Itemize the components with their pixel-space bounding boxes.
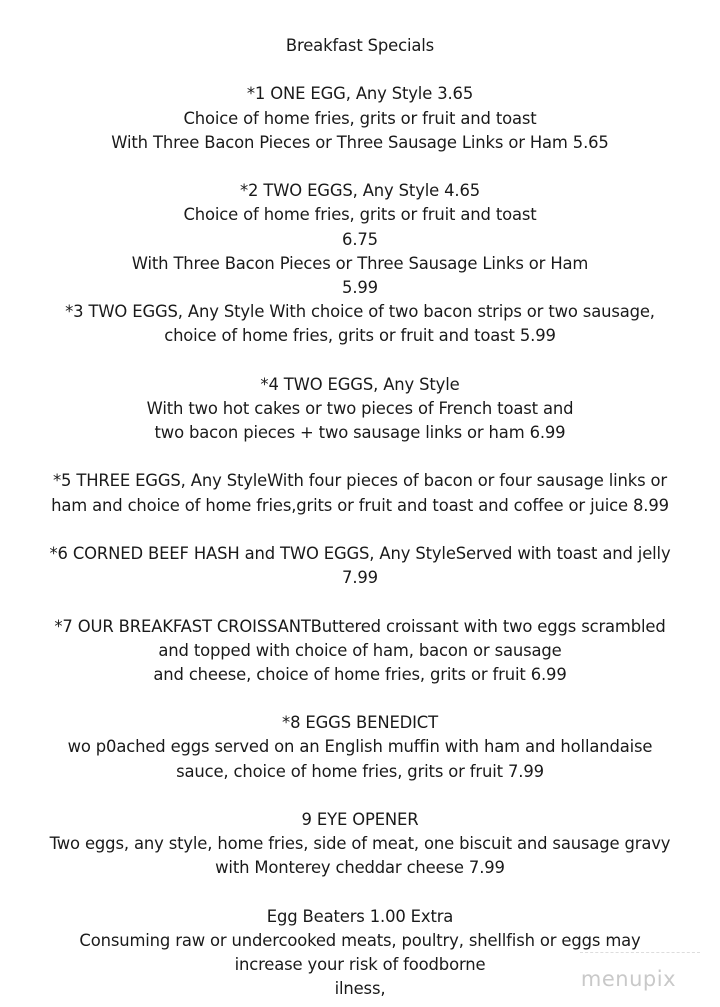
menu-item-2-heading: *2 TWO EGGS, Any Style 4.65 xyxy=(239,181,481,201)
menu-item-3-line-2: choice of home fries, grits or fruit and toast 5.99 xyxy=(164,326,556,346)
menupix-watermark: menupix xyxy=(580,967,676,991)
menu-item-8-line-2: wo p0ached eggs served on an English muffin with ham and hollandaise xyxy=(67,737,653,757)
menu-item-8-line-3: sauce, choice of home fries, grits or fruit 7.99 xyxy=(176,761,544,781)
menu-item-2-price-2: 5.99 xyxy=(342,277,378,297)
menu-item-4-line-3: two bacon pieces + two sausage links or ham 6.99 xyxy=(154,423,566,442)
spacer xyxy=(0,58,720,82)
menu-item-2-line-2: Choice of home fries, grits or fruit and toast xyxy=(183,205,537,225)
menu-item-7-line-2: and topped with choice of ham, bacon or sausage xyxy=(158,640,562,660)
menu-item-4-line-2: With two hot cakes or two pieces of French toast and xyxy=(146,398,574,418)
spacer xyxy=(0,155,720,179)
menu-item-7-heading: *7 OUR BREAKFAST CROISSANTButtered croissant with two eggs scrambled xyxy=(54,616,666,636)
menu-title: Breakfast Specials xyxy=(285,36,435,55)
spacer xyxy=(0,518,720,542)
menu-item-8-heading: *8 EGGS BENEDICT xyxy=(282,713,438,733)
menu-item-6-price: 7.99 xyxy=(342,568,378,588)
consumer-warning-line-3: ilness, xyxy=(334,979,386,999)
spacer xyxy=(0,881,720,905)
menu-item-1-line-2: Choice of home fries, grits or fruit and toast xyxy=(183,108,537,128)
menu-item-9-line-3: with Monterey cheddar cheese 7.99 xyxy=(215,858,505,878)
menu-item-7-line-3: and cheese, choice of home fries, grits or fruit 6.99 xyxy=(153,664,567,684)
menu-item-1-line-3: With Three Bacon Pieces or Three Sausage Links or Ham 5.65 xyxy=(111,132,609,152)
menu-item-5-heading: *5 THREE EGGS, Any StyleWith four pieces of bacon or four sausage links or xyxy=(52,471,668,491)
menu-item-5-line-2: ham and choice of home fries,grits or fruit and toast and coffee or juice 8.99 xyxy=(51,495,669,515)
spacer xyxy=(0,348,720,372)
menu-item-1-heading: *1 ONE EGG, Any Style 3.65 xyxy=(246,84,474,104)
menu-item-9-heading: 9 EYE OPENER xyxy=(301,810,419,829)
spacer xyxy=(0,784,720,808)
spacer xyxy=(0,590,720,614)
menu-item-2-price: 6.75 xyxy=(342,229,378,249)
watermark-divider xyxy=(580,952,700,953)
spacer xyxy=(0,445,720,469)
consumer-warning-line-1: Consuming raw or undercooked meats, poultry, shellfish or eggs may xyxy=(79,930,641,950)
menu-item-2-line-4: With Three Bacon Pieces or Three Sausage Links or Ham xyxy=(131,253,589,273)
menu-item-4-heading: *4 TWO EGGS, Any Style xyxy=(260,374,460,394)
spacer xyxy=(0,687,720,711)
menu-item-3-heading: *3 TWO EGGS, Any Style With choice of two bacon strips or two sausage, xyxy=(65,302,655,322)
menu-item-9-line-2: Two eggs, any style, home fries, side of meat, one biscuit and sausage gravy xyxy=(49,834,671,854)
menu-item-6-heading: *6 CORNED BEEF HASH and TWO EGGS, Any StyleServed with toast and jelly xyxy=(49,543,671,563)
menu-document xyxy=(0,34,720,1002)
consumer-warning-line-2: increase your risk of foodborne xyxy=(234,955,486,975)
egg-beaters-note: Egg Beaters 1.00 Extra xyxy=(266,906,454,926)
